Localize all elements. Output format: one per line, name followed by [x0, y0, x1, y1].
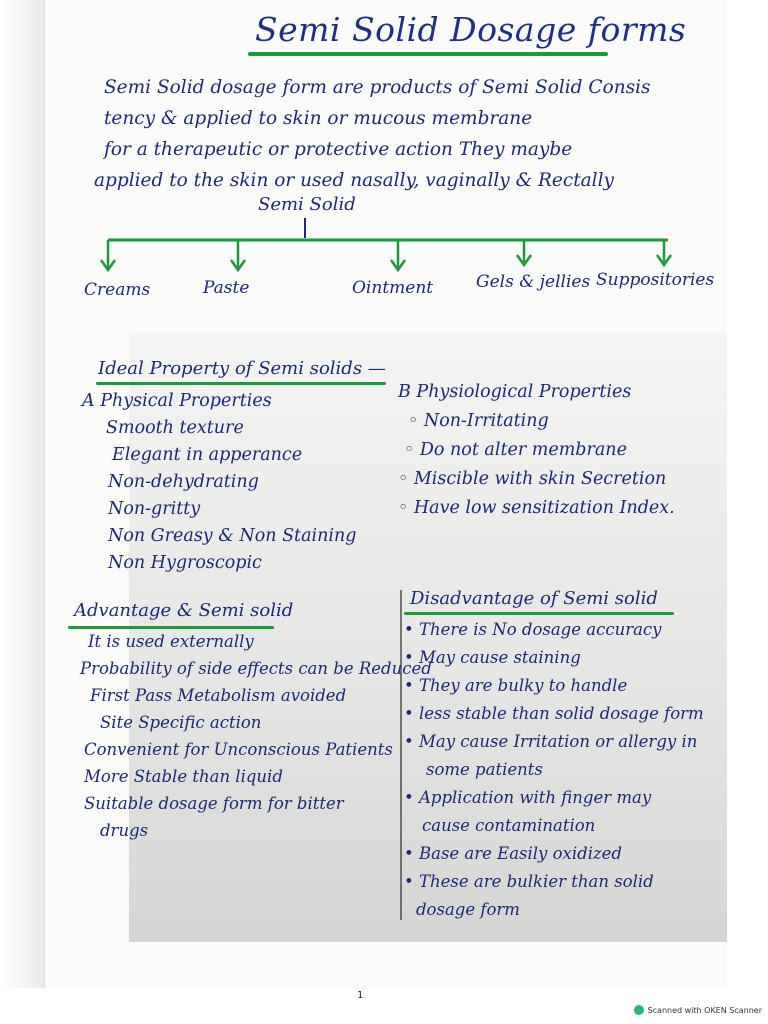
list-item: • Base are Easily oxidized	[404, 844, 622, 863]
list-item: ◦ Have low sensitization Index.	[398, 498, 675, 518]
list-item: First Pass Metabolism avoided	[90, 686, 347, 705]
list-item: • May cause Irritation or allergy in	[404, 732, 698, 751]
ideal-underline	[96, 382, 386, 385]
list-item: • less stable than solid dosage form	[404, 704, 704, 723]
list-item: It is used externally	[88, 632, 254, 651]
tree-root-label: Semi Solid	[258, 194, 356, 215]
physical-properties	[82, 388, 356, 577]
tree-node-ointment: Ointment	[352, 278, 434, 298]
list-item: Probability of side effects can be Reduced	[80, 659, 432, 678]
list-item: drugs	[100, 821, 149, 840]
list-item: ◦ Non-Irritating	[408, 411, 549, 431]
page-number: 1	[357, 990, 364, 1001]
disadvantage-heading: Disadvantage of Semi solid	[410, 588, 658, 609]
list-item: ◦ Do not alter membrane	[404, 440, 627, 460]
page-title: Semi Solid Dosage forms	[255, 10, 687, 49]
list-item: cause contamination	[422, 816, 596, 835]
physical-heading: A Physical Properties	[82, 391, 272, 411]
list-item: some patients	[426, 760, 543, 779]
intro-line: for a therapeutic or protective action They maybe	[104, 139, 573, 160]
list-item: dosage form	[416, 900, 520, 919]
list-item: Suitable dosage form for bitter	[84, 794, 344, 813]
tree-node-suppositories: Suppositories	[596, 270, 715, 290]
scanner-logo-icon	[634, 1005, 644, 1015]
list-item: Non Hygroscopic	[108, 553, 262, 573]
list-item: Site Specific action	[100, 713, 262, 732]
list-item: Non-gritty	[108, 499, 201, 519]
list-item: • There is No dosage accuracy	[404, 620, 662, 639]
advantage-heading: Advantage & Semi solid	[74, 600, 294, 621]
list-item: More Stable than liquid	[84, 767, 283, 786]
scanner-watermark	[634, 1005, 762, 1015]
list-item: Smooth texture	[106, 418, 244, 438]
intro-line: Semi Solid dosage form are products of Semi Solid Consis	[104, 77, 651, 98]
disadvantage-underline	[404, 612, 674, 615]
list-item: • They are bulky to handle	[404, 676, 628, 695]
list-item: Non Greasy & Non Staining	[108, 526, 357, 546]
ideal-heading: Ideal Property of Semi solids —	[98, 358, 386, 379]
list-item: Elegant in apperance	[112, 445, 303, 465]
disadvantage-list	[404, 616, 704, 924]
intro-line: tency & applied to skin or mucous membrane	[104, 108, 533, 129]
intro-line: applied to the skin or used nasally, vaginally & Rectally	[94, 170, 614, 191]
tree-node-paste: Paste	[203, 278, 250, 298]
advantage-list	[80, 628, 432, 844]
list-item: • These are bulkier than solid	[404, 872, 654, 891]
physiological-properties	[398, 378, 675, 523]
physiological-heading: B Physiological Properties	[398, 382, 632, 402]
tree-node-gels: Gels & jellies	[476, 272, 591, 292]
list-item: Non-dehydrating	[108, 472, 259, 492]
list-item: • Application with finger may	[404, 788, 652, 807]
list-item: ◦ Miscible with skin Secretion	[398, 469, 667, 489]
tree-node-creams: Creams	[84, 280, 151, 300]
scanner-text: Scanned with OKEN Scanner	[647, 1005, 762, 1015]
list-item: Convenient for Unconscious Patients	[84, 740, 393, 759]
list-item: • May cause staining	[404, 648, 581, 667]
